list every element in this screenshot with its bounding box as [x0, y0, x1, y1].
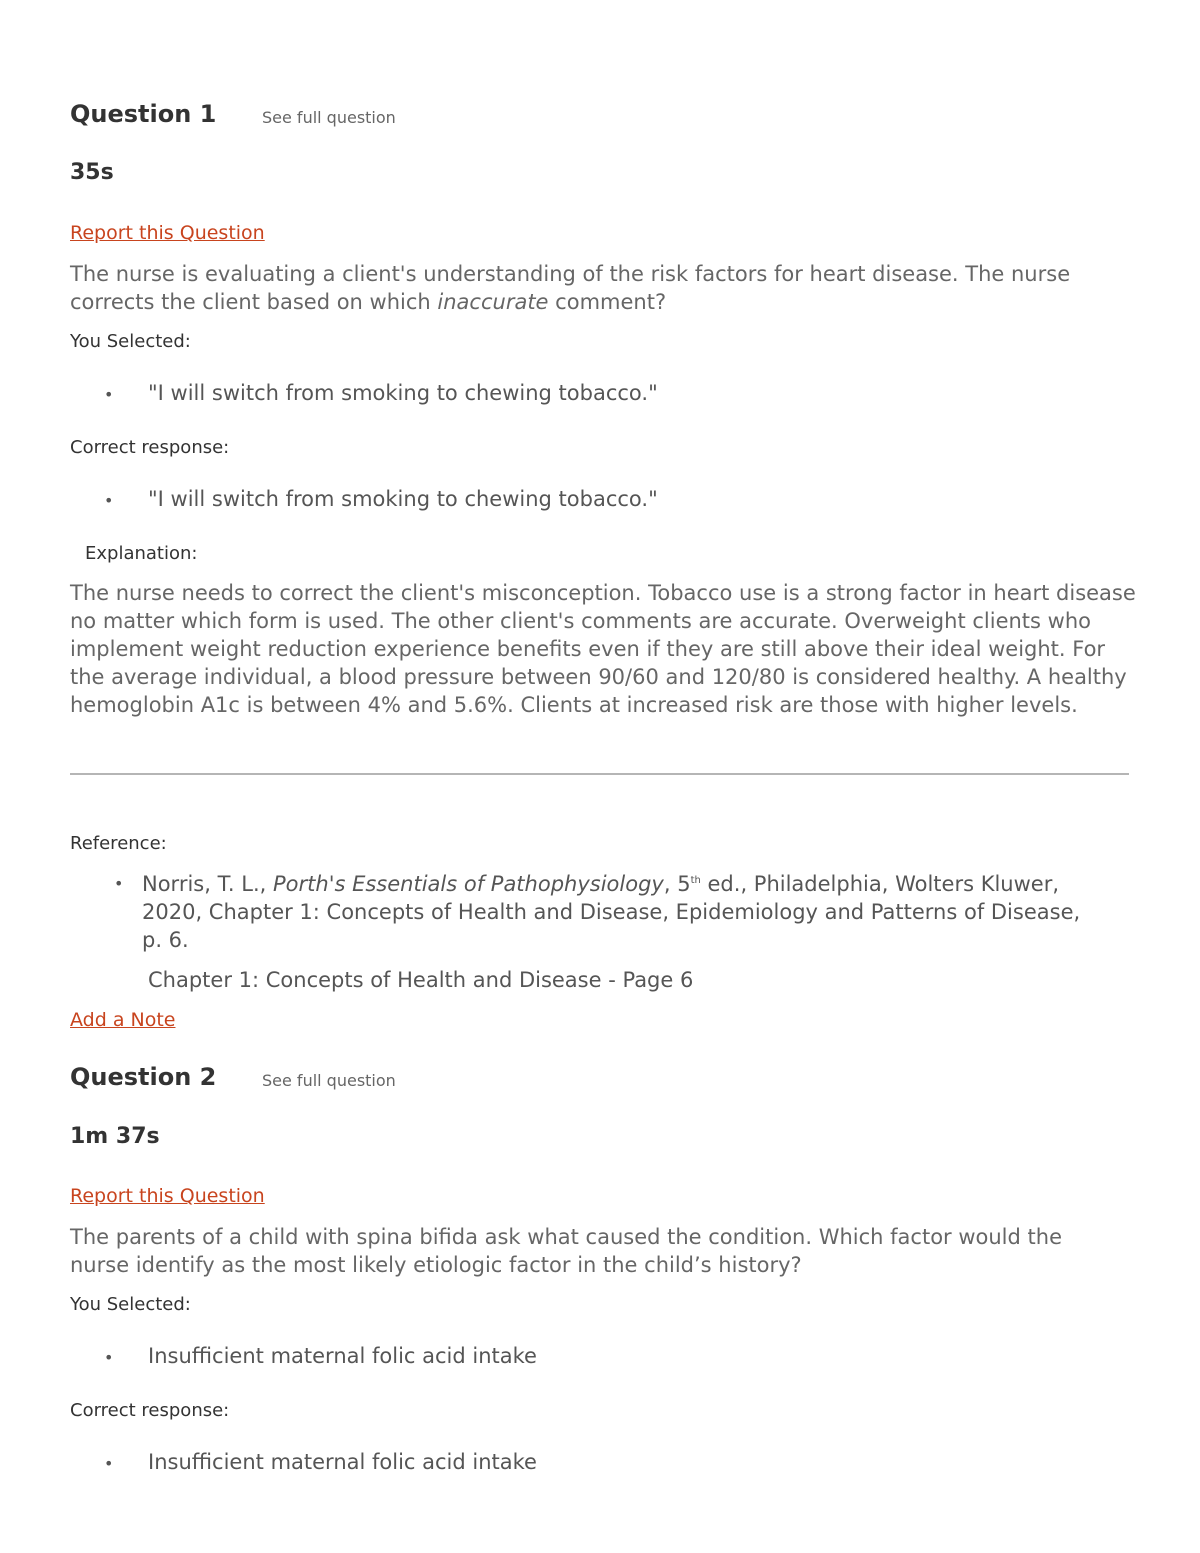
see-full-question-link[interactable]: See full question [262, 1071, 396, 1090]
question-time: 1m 37s [70, 1124, 160, 1149]
chapter-page: Chapter 1: Concepts of Health and Disease - Page 6 [148, 968, 694, 992]
add-note-link[interactable]: Add a Note [70, 1009, 176, 1031]
section-divider [70, 773, 1129, 775]
prompt-text-end: comment? [555, 290, 667, 314]
correct-response-label: Correct response: [70, 437, 230, 458]
reference-details: ed., Philadelphia, Wolters Kluwer, 2020, Chapter 1: Concepts of Health and Disease, Epidemiology and Patterns of Disease, p. 6. [142, 872, 1081, 952]
see-full-question-link[interactable]: See full question [262, 108, 396, 127]
question-heading: Question 1 [70, 100, 217, 128]
reference-citation [142, 870, 1102, 954]
prompt-emphasis: inaccurate [437, 290, 549, 314]
report-question-link[interactable]: Report this Question [70, 222, 265, 244]
you-selected-label: You Selected: [70, 331, 191, 352]
reference-author: Norris, T. L., [142, 872, 267, 896]
question-prompt: The parents of a child with spina bifida ask what caused the condition. Which factor would the nurse identify as the most likely etiologic factor in the child’s history? [70, 1225, 1062, 1277]
you-selected-label: You Selected: [70, 1294, 191, 1315]
reference-edition: , 5 [663, 872, 691, 896]
bullet-icon: • [104, 491, 114, 510]
question-time: 35s [70, 160, 114, 185]
prompt-text: The nurse is evaluating a client's understanding of the risk factors for heart disease. The nurse corrects the client based on which [70, 262, 1071, 314]
explanation-text: The nurse needs to correct the client's misconception. Tobacco use is a strong factor in heart disease no matter which form is used. The other client's comments are accurate. Overweight clients who implement weight reduction experience benefits even if they are still above their ideal weight. For the average individual, a blood pressure between 90/60 and 120/80 is considered healthy. A healthy hemoglobin A1c is between 4% and 5.6%. Clients at increased risk are those with higher levels. [70, 581, 1136, 717]
correct-response-label: Correct response: [70, 1400, 230, 1421]
bullet-icon: • [104, 385, 114, 404]
reference-edition-sup: th [690, 875, 701, 886]
reference-title: Porth's Essentials of Pathophysiology [273, 872, 664, 896]
correct-answer: Insufficient maternal folic acid intake [148, 1450, 537, 1474]
reference-label: Reference: [70, 833, 167, 854]
bullet-icon: • [104, 1348, 114, 1367]
report-question-link[interactable]: Report this Question [70, 1185, 265, 1207]
correct-answer: "I will switch from smoking to chewing tobacco." [148, 487, 658, 511]
explanation-label: Explanation: [85, 543, 198, 564]
selected-answer: "I will switch from smoking to chewing tobacco." [148, 381, 658, 405]
bullet-icon: • [114, 874, 124, 893]
selected-answer: Insufficient maternal folic acid intake [148, 1344, 537, 1368]
question-heading: Question 2 [70, 1063, 217, 1091]
bullet-icon: • [104, 1454, 114, 1473]
question-prompt [70, 260, 1140, 316]
